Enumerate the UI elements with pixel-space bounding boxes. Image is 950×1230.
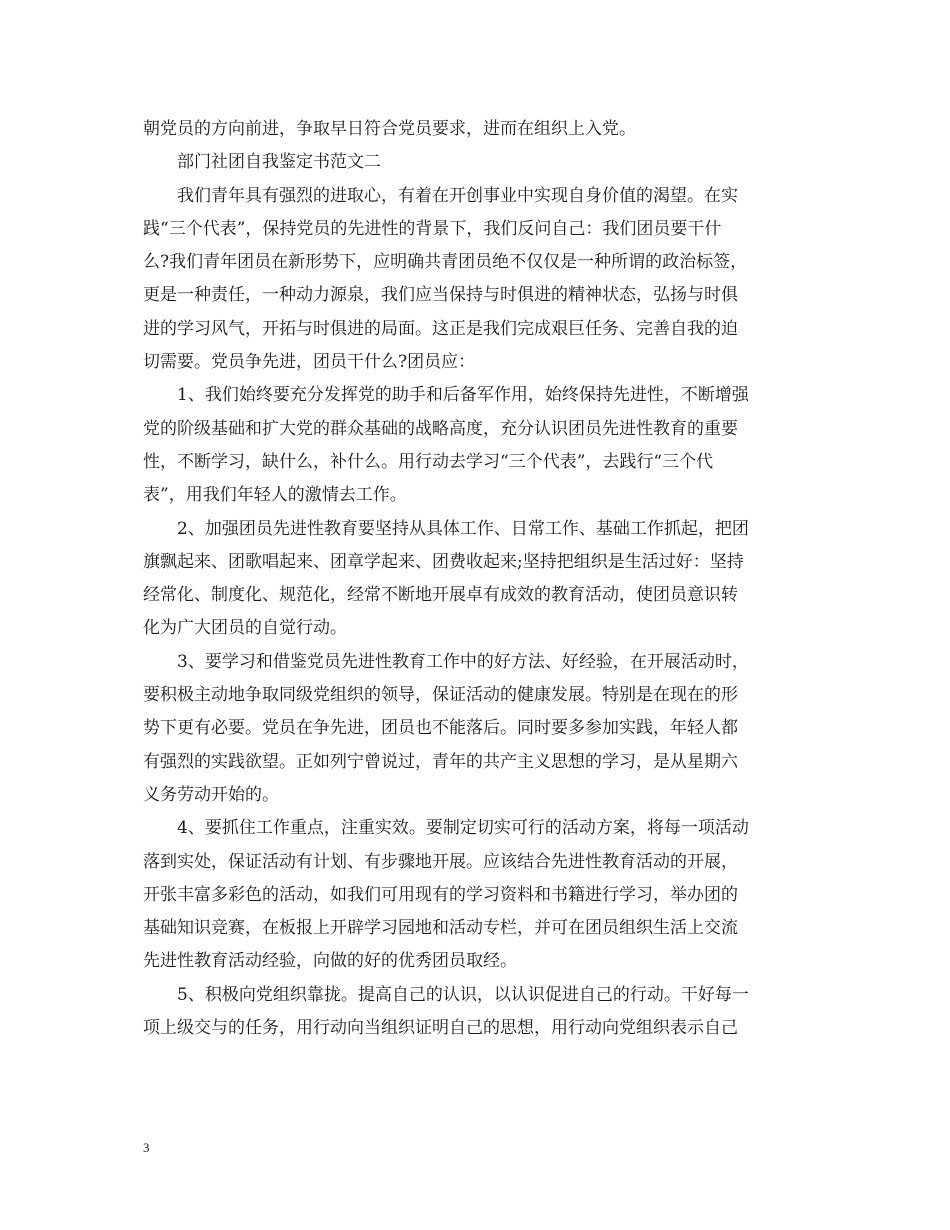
text-line: 朝党员的方向前进，争取早日符合党员要求，进而在组织上入党。 — [143, 119, 636, 139]
text-line: 党的阶级基础和扩大党的群众基础的战略高度，充分认识团员先进性教育的重要 — [143, 418, 738, 439]
text-line: 开张丰富多彩色的活动，如我们可用现有的学习资料和书籍进行学习，举办团的 — [143, 884, 738, 905]
text-line: 基础知识竞赛，在板报上开辟学习园地和活动专栏，并可在团员组织生活上交流 — [143, 918, 738, 939]
text-line: 进的学习风气，开拓与时俱进的局面。这正是我们完成艰巨任务、完善自我的迫 — [143, 318, 738, 339]
text-line: 部门社团自我鉴定书范文二 — [143, 152, 381, 173]
text-line: 落到实处，保证活动有计划、有步骤地开展。应该结合先进性教育活动的开展， — [143, 851, 738, 872]
text-line: 经常化、制度化、规范化，经常不断地开展卓有成效的教育活动，使团员意识转 — [143, 585, 738, 606]
text-line: 项上级交与的任务，用行动向当组织证明自己的思想，用行动向党组织表示自己 — [143, 1018, 738, 1039]
text-line: 践“三个代表”，保持党员的先进性的背景下，我们反问自己：我们团员要干什 — [143, 218, 722, 239]
text-line: 旗飘起来、团歌唱起来、团章学起来、团费收起来;坚持把组织是生活过好：坚持 — [143, 551, 744, 572]
text-line: 先进性教育活动经验，向做的好的优秀团员取经。 — [143, 951, 517, 972]
text-line: 性，不断学习，缺什么，补什么。用行动去学习“三个代表”，去践行“三个代 — [143, 451, 714, 472]
text-line: 化为广大团员的自觉行动。 — [143, 618, 347, 639]
text-line: 表”，用我们年轻人的激情去工作。 — [143, 485, 407, 506]
text-line: 1、我们始终要充分发挥党的助手和后备军作用，始终保持先进性，不断增强 — [143, 385, 749, 406]
text-line: 切需要。党员争先进，团员干什么?团员应： — [143, 352, 476, 373]
text-line: 2、加强团员先进性教育要坚持从具体工作、日常工作、基础工作抓起，把团 — [143, 518, 749, 539]
document-body — [143, 113, 810, 1045]
text-line: 我们青年具有强烈的进取心，有着在开创事业中实现自身价值的渴望。在实 — [143, 185, 738, 206]
text-line: 么?我们青年团员在新形势下，应明确共青团员绝不仅仅是一种所谓的政治标签， — [143, 252, 748, 273]
text-line: 4、要抓住工作重点，注重实效。要制定切实可行的活动方案，将每一项活动 — [143, 818, 749, 839]
text-line: 5、积极向党组织靠拢。提高自己的认识，以认识促进自己的行动。干好每一 — [143, 984, 749, 1005]
text-line: 要积极主动地争取同级党组织的领导，保证活动的健康发展。特别是在现在的形 — [143, 685, 738, 706]
text-line: 更是一种责任，一种动力源泉，我们应当保持与时俱进的精神状态，弘扬与时俱 — [143, 285, 738, 306]
text-line: 势下更有必要。党员在争先进，团员也不能落后。同时要多参加实践，年轻人都 — [143, 718, 738, 739]
text-line: 义务劳动开始的。 — [143, 784, 279, 805]
text-line: 有强烈的实践欲望。正如列宁曾说过，青年的共产主义思想的学习，是从星期六 — [143, 751, 738, 772]
page-number: 3 — [143, 1140, 150, 1155]
text-line: 3、要学习和借鉴党员先进性教育工作中的好方法、好经验，在开展活动时， — [143, 651, 749, 672]
